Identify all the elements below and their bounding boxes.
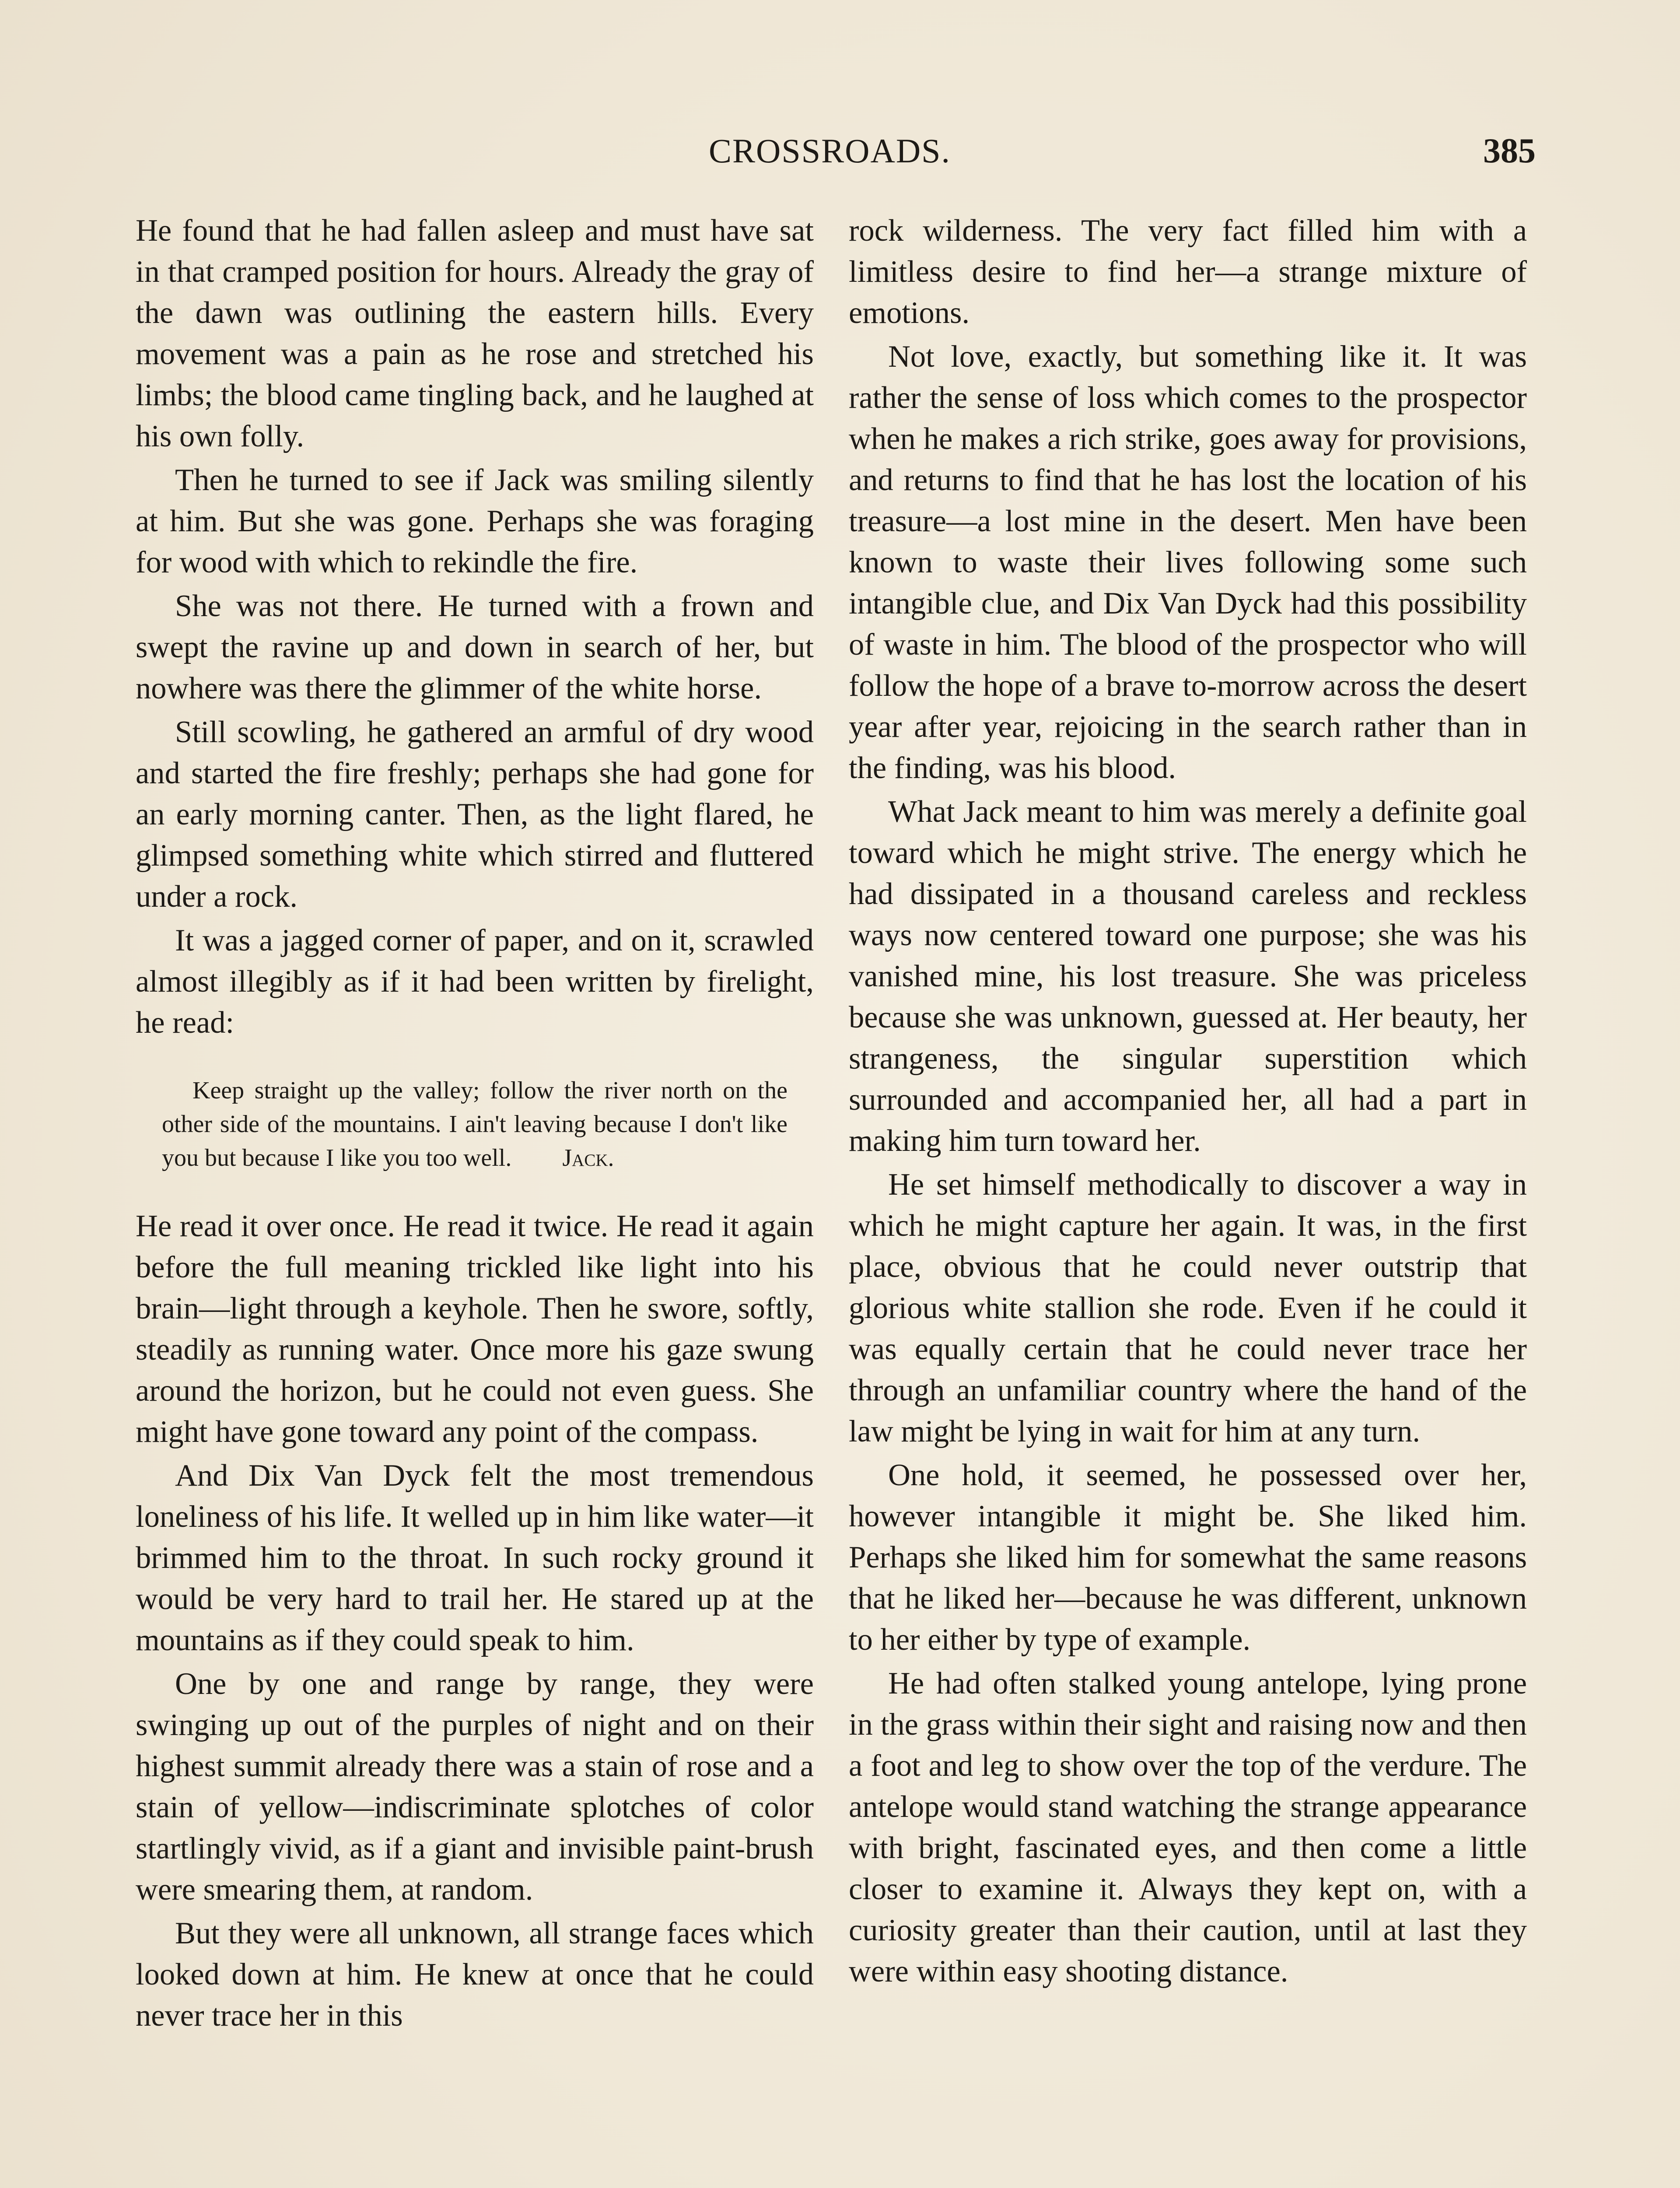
paragraph: Still scowling, he gathered an armful of dry wood and started the fire freshly; perhaps she had gone for an early morning canter. Then, as the light flared, he glimpsed something white which stirred and fluttered under a rock. xyxy=(136,715,814,914)
left-column xyxy=(136,210,814,2036)
note-text: Keep straight up the valley; follow the river north on the other side of the mountains. I ain't leaving because I don't like you but because I like you too well. xyxy=(162,1077,788,1171)
paragraph: He set himself methodically to discover a way in which he might capture her again. It was, in the first place, obvious that he could never outstrip that glorious white stallion she rode. Even if he could it was equally certain that he could never trace her through an unfamiliar country where the hand of the law might be lying in wait for him at any turn. xyxy=(849,1168,1527,1448)
right-column xyxy=(849,210,1527,1992)
handwritten-note xyxy=(162,1074,788,1175)
paragraph: One by one and range by range, they were swinging up out of the purples of night and on their highest summit already there was a stain of rose and a stain of yellow—indiscriminate splotches of color startlingly vivid, as if a giant and invisible paint-brush were smearing them, at random. xyxy=(136,1667,814,1907)
running-title: CROSSROADS. xyxy=(709,132,951,170)
paragraph: She was not there. He turned with a frown and swept the ravine up and down in search of her, but nowhere was there the glimmer of the white horse. xyxy=(136,589,814,705)
running-head xyxy=(0,131,1680,179)
paragraph: And Dix Van Dyck felt the most tremendous loneliness of his life. It welled up in him like water—it brimmed him to the throat. In such rocky ground it would be very hard to trail her. He stared up at the mountains as if they could speak to him. xyxy=(136,1459,814,1657)
paragraph: But they were all unknown, all strange faces which looked down at him. He knew at once that he could never trace her in this xyxy=(136,1916,814,2033)
paragraph: He had often stalked young antelope, lying prone in the grass within their sight and raising now and then a foot and leg to show over the top of the verdure. The antelope would stand watching the strange appearance with bright, fascinated eyes, and then come a little closer to examine it. Always they kept on, with a curiosity greater than their caution, until at last they were within easy shooting distance. xyxy=(849,1666,1527,1988)
paragraph: It was a jagged corner of paper, and on it, scrawled almost illegibly as if it had been written by firelight, he read: xyxy=(136,923,814,1040)
paragraph: What Jack meant to him was merely a definite goal toward which he might strive. The energy which he had dissipated in a thousand careless and reckless ways now centered toward one purpose; she was his vanished mine, his lost treasure. She was priceless because she was unknown, guessed at. Her beauty, her strangeness, the singular superstition which surrounded and accompanied her, all had a part in making him turn toward her. xyxy=(849,795,1527,1158)
page-number: 385 xyxy=(1483,132,1536,170)
paragraph: Then he turned to see if Jack was smiling silently at him. But she was gone. Perhaps she was foraging for wood with which to rekindle the fire. xyxy=(136,463,814,579)
paragraph: He found that he had fallen asleep and must have sat in that cramped position for hours. Already the gray of the dawn was outlining the eastern hills. Every movement was a pain as he rose and stretched his limbs; the blood came tingling back, and he laughed at his own folly. xyxy=(136,214,814,453)
paragraph: Not love, exactly, but something like it. It was rather the sense of loss which comes to the prospector when he makes a rich strike, goes away for provisions, and returns to find that he has lost the location of his treasure—a lost mine in the desert. Men have been known to waste their lives following some such intangible clue, and Dix Van Dyck had this possibility of waste in him. The blood of the prospector who will follow the hope of a brave to-morrow across the desert year after year, rejoicing in the search rather than in the finding, was his blood. xyxy=(849,340,1527,785)
paragraph: One hold, it seemed, he possessed over her, however intangible it might be. She liked him. Perhaps she liked him for somewhat the same reasons that he liked her—because he was different, unknown to her either by type of example. xyxy=(849,1458,1527,1657)
paragraph: He read it over once. He read it twice. He read it again before the full meaning trickled like light into his brain—light through a keyhole. Then he swore, softly, steadily as running water. Once more his gaze swung around the horizon, but he could not even guess. She might have gone toward any point of the compass. xyxy=(136,1209,814,1449)
note-signature: Jack. xyxy=(538,1144,614,1171)
paragraph: rock wilderness. The very fact filled him with a limitless desire to find her—a strange mixture of emotions. xyxy=(849,214,1527,330)
